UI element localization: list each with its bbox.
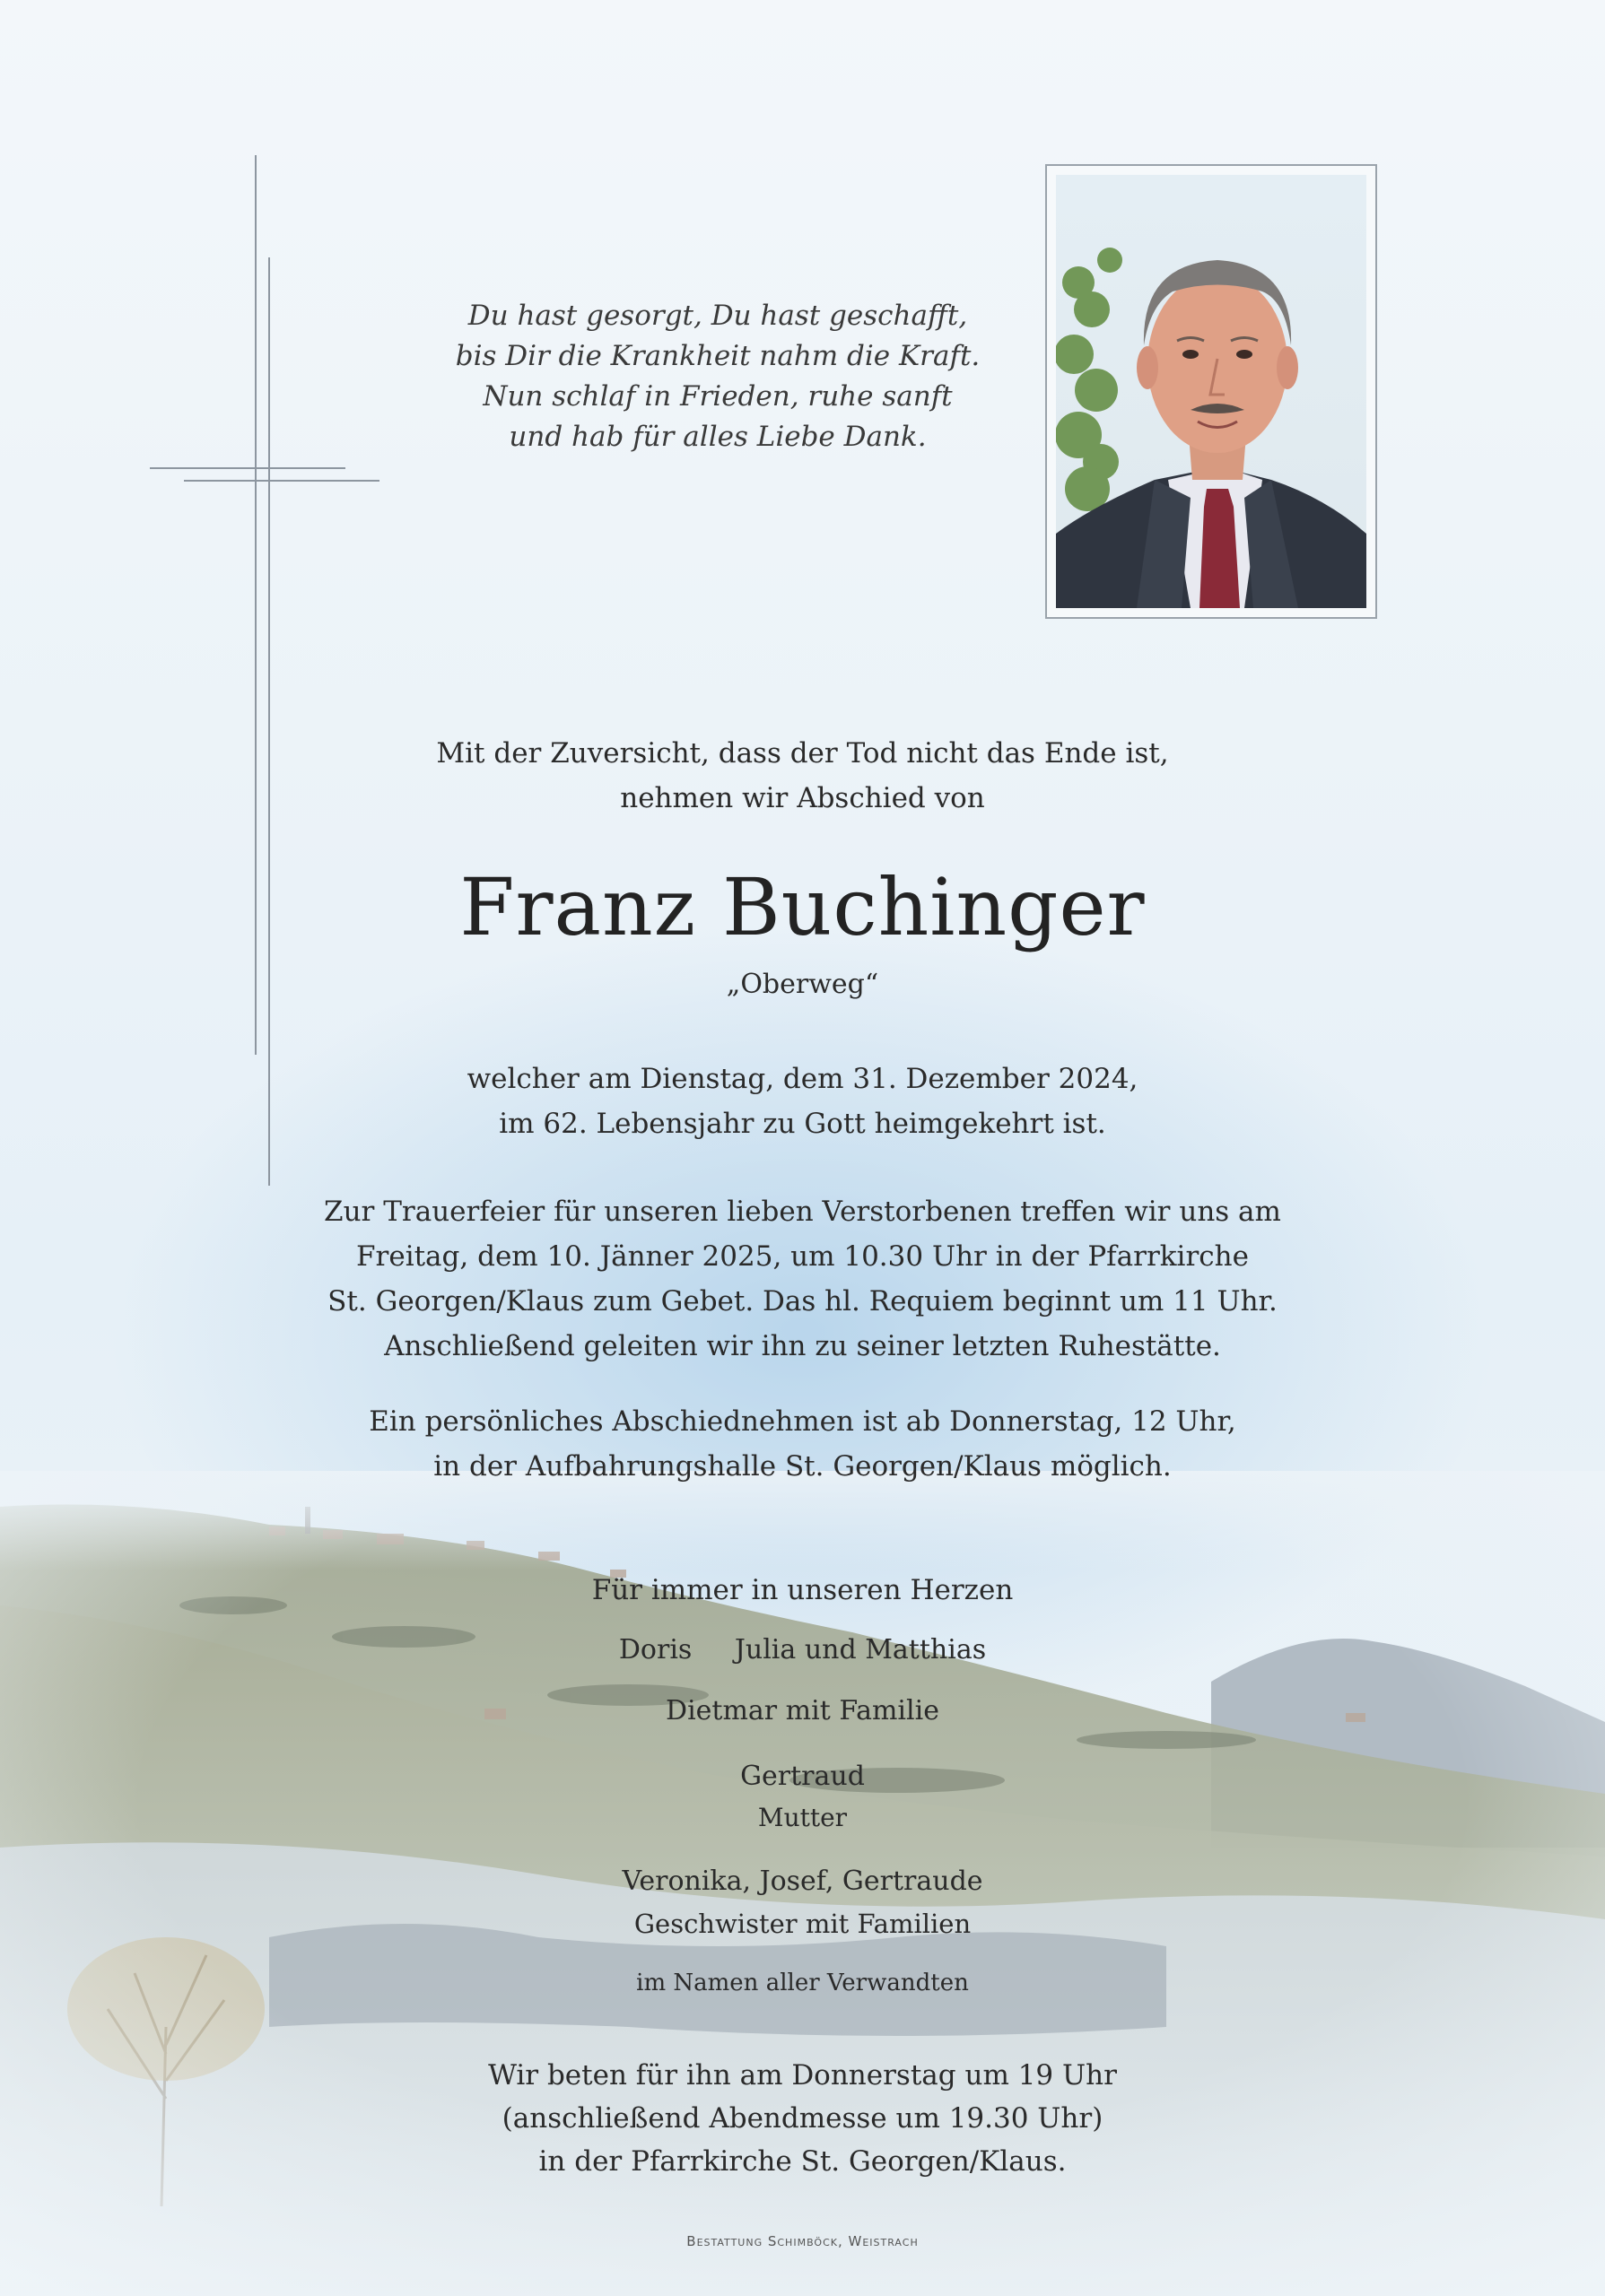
ceremony-line: Anschließend geleiten wir ihn zu seiner letzten Ruhestätte.: [384, 1330, 1221, 1362]
prayer-line: Wir beten für ihn am Donnerstag um 19 Uhr: [488, 2059, 1117, 2092]
mourner-name: Doris: [618, 1634, 693, 1665]
death-line: im 62. Lebensjahr zu Gott heimgekehrt ist.: [499, 1108, 1106, 1140]
poem-line: und hab für alles Liebe Dank.: [509, 421, 927, 453]
memorial-poem: [422, 296, 1014, 457]
intro-line: nehmen wir Abschied von: [620, 782, 985, 814]
mourner-name: Gertraud: [740, 1761, 865, 1792]
prayer-line: in der Pfarrkirche St. Georgen/Klaus.: [538, 2145, 1067, 2178]
viewing-line: Ein persönliches Abschiednehmen ist ab Donnerstag, 12 Uhr,: [369, 1405, 1236, 1438]
mourner-name: Dietmar mit Familie: [666, 1695, 939, 1726]
ceremony-line: Zur Trauerfeier für unseren lieben Verstorbenen treffen wir uns am: [324, 1196, 1281, 1228]
mourner-role: Geschwister mit Familien: [633, 1909, 972, 1939]
intro-line: Mit der Zuversicht, dass der Tod nicht das Ende ist,: [436, 737, 1169, 770]
ceremony-line: Freitag, dem 10. Jänner 2025, um 10.30 Uhr in der Pfarrkirche: [356, 1240, 1249, 1273]
poem-line: Du hast gesorgt, Du hast geschafft,: [467, 300, 968, 332]
poem-line: Nun schlaf in Frieden, ruhe sanft: [483, 380, 953, 413]
undertaker-credit: Bestattung Schimböck, Weistrach: [686, 2233, 919, 2249]
viewing-text: [0, 1399, 1605, 1489]
viewing-line: in der Aufbahrungshalle St. Georgen/Klaus möglich.: [433, 1450, 1172, 1483]
portrait-photo: [1045, 164, 1377, 619]
ceremony-line: St. Georgen/Klaus zum Gebet. Das hl. Requiem beginnt um 11 Uhr.: [327, 1285, 1278, 1318]
poem-line: bis Dir die Krankheit nahm die Kraft.: [455, 340, 981, 372]
mourners-row: [0, 1634, 1605, 1665]
funeral-ceremony-text: [0, 1189, 1605, 1369]
intro-text: [0, 731, 1605, 821]
deceased-nickname: „Oberweg“: [726, 969, 879, 1000]
mourner-role: Mutter: [757, 1803, 848, 1832]
mourner-name: Veronika, Josef, Gertraude: [622, 1866, 983, 1897]
prayer-notice: [0, 2054, 1605, 2183]
mourners-heading: Für immer in unseren Herzen: [591, 1574, 1014, 1606]
mourner-note: im Namen aller Verwandten: [636, 1970, 969, 1996]
mourner-name: Julia und Matthias: [734, 1634, 987, 1665]
death-line: welcher am Dienstag, dem 31. Dezember 2024,: [467, 1063, 1138, 1095]
prayer-line: (anschließend Abendmesse um 19.30 Uhr): [502, 2102, 1103, 2135]
death-notice: [0, 1057, 1605, 1146]
deceased-name: Franz Buchinger: [459, 861, 1146, 953]
